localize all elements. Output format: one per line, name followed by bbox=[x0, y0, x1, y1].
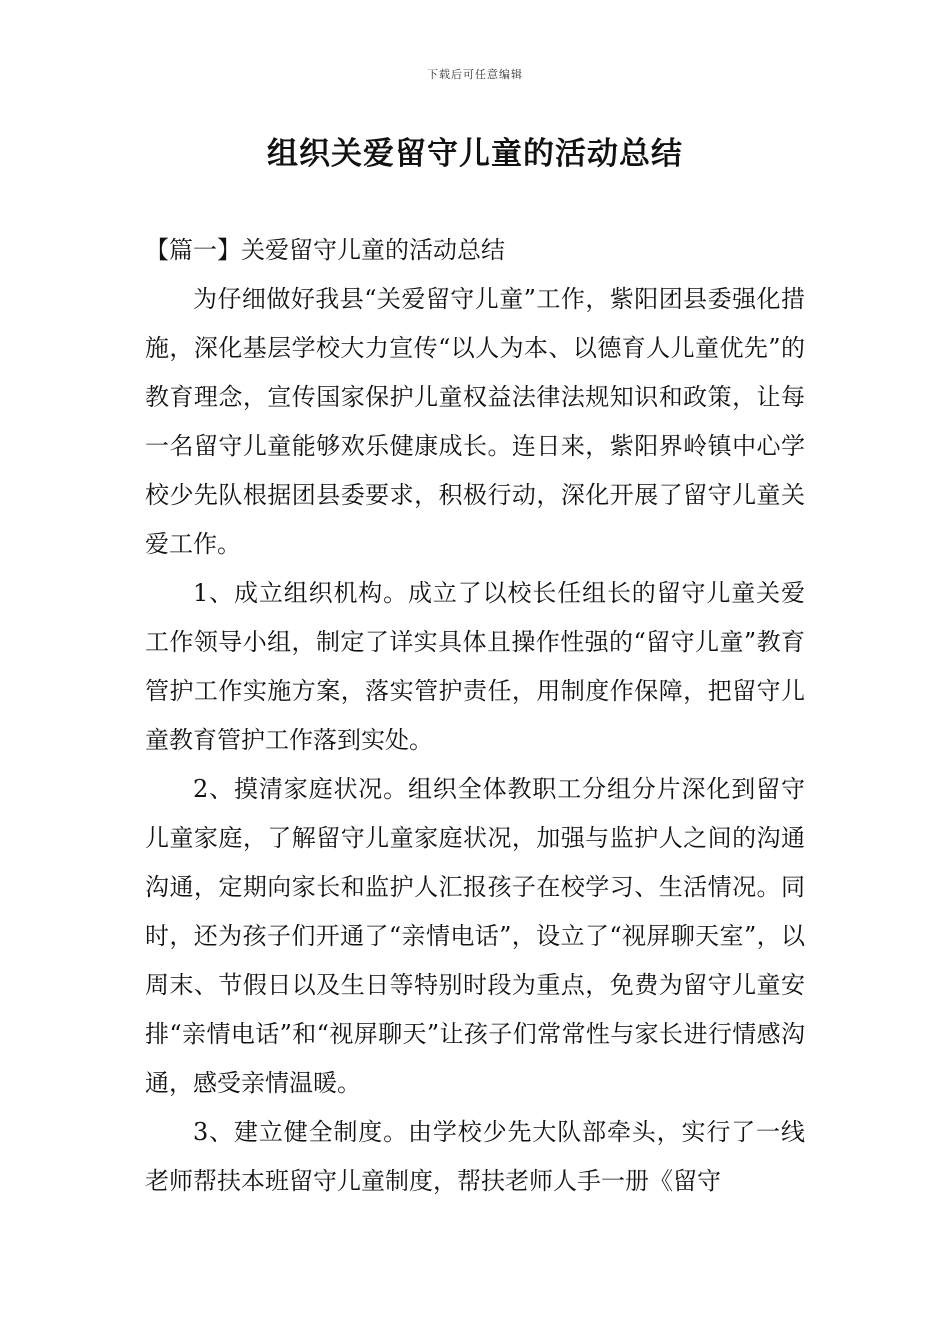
header-note: 下载后可任意编辑 bbox=[427, 68, 523, 81]
section-heading: 【篇一】关爱留守儿童的活动总结 bbox=[145, 236, 505, 264]
paragraph-system: 3、建立健全制度。由学校少先大队部牵头，实行了一线老师帮扶本班留守儿童制度，帮扶老师人手一册《留守 bbox=[145, 1118, 805, 1195]
paragraph-intro: 为仔细做好我县“关爱留守儿童”工作，紫阳团县委强化措施，深化基层学校大力宣传“以人为本、以德育人儿童优先”的教育理念，宣传国家保护儿童权益法律法规知识和政策，让每一名留守儿童能够欢乐健康成长。连日来，紫阳界岭镇中心学校少先队根据团县委要求，积极行动，深化开展了留守儿童关爱工作。 bbox=[145, 285, 805, 558]
paragraph-organization: 1、成立组织机构。成立了以校长任组长的留守儿童关爱工作领导小组，制定了详实具体且操作性强的“留守儿童”教育管护工作实施方案，落实管护责任，用制度作保障，把留守儿童教育管护工作落到实处。 bbox=[145, 579, 805, 754]
document-title: 组织关爱留守儿童的活动总结 bbox=[267, 136, 683, 172]
paragraph-family-status: 2、摸清家庭状况。组织全体教职工分组分片深化到留守儿童家庭，了解留守儿童家庭状况，加强与监护人之间的沟通沟通，定期向家长和监护人汇报孩子在校学习、生活情况。同时，还为孩子们开通了“亲情电话”，设立了“视屏聊天室”，以周末、节假日以及生日等特别时段为重点，免费为留守儿童安排“亲情电话”和“视屏聊天”让孩子们常常性与家长进行情感沟通，感受亲情温暖。 bbox=[145, 775, 805, 1097]
document-body bbox=[145, 226, 805, 1206]
